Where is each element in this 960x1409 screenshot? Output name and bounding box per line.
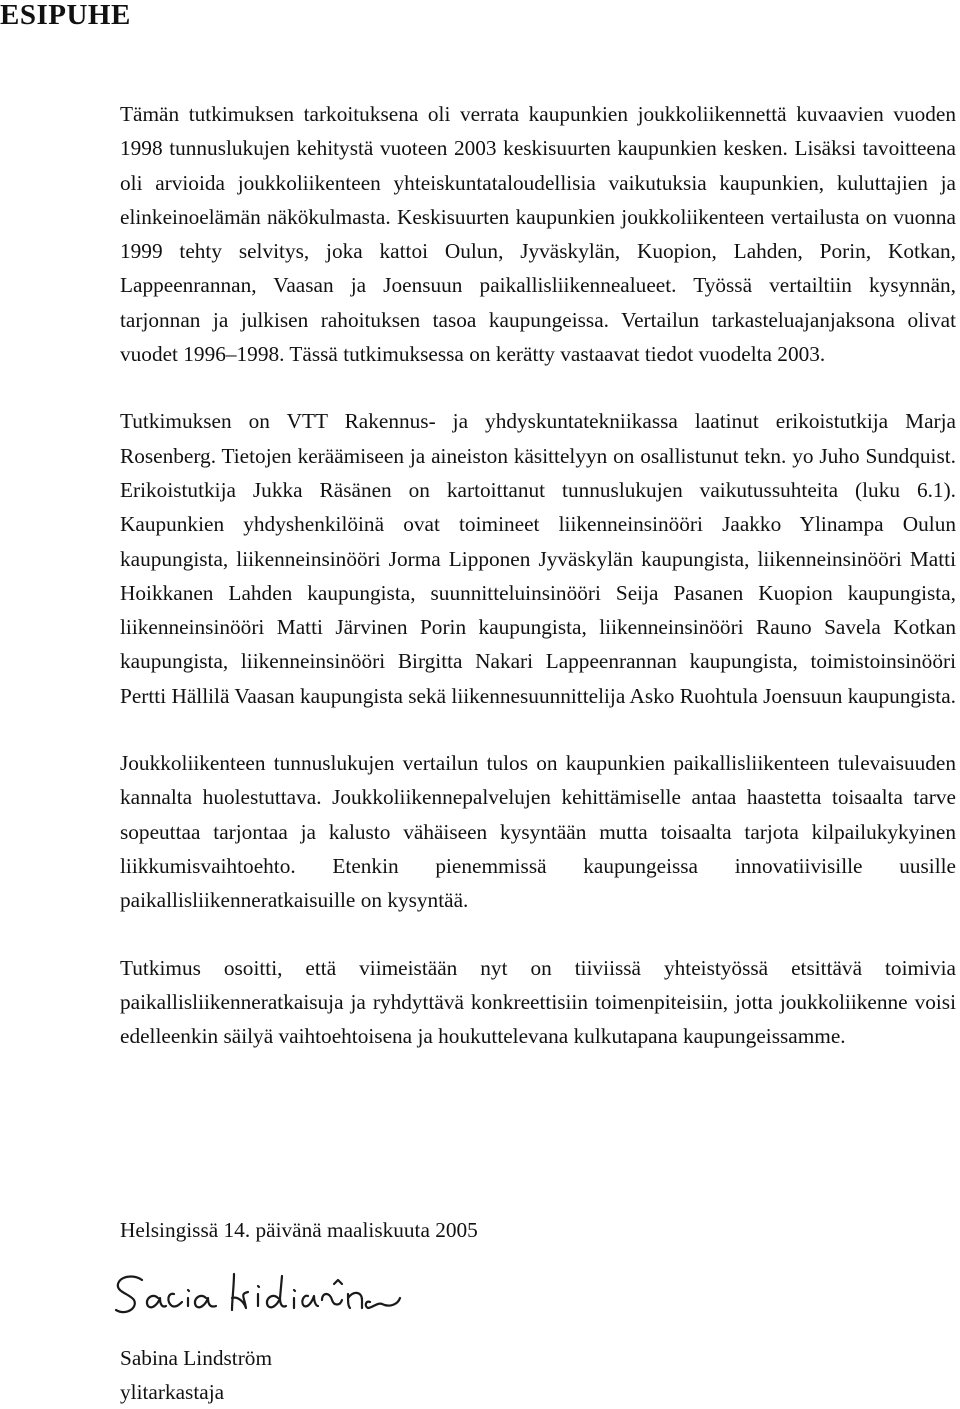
- paragraph-contributors: Tutkimuksen on VTT Rakennus- ja yhdyskuntatekniikassa laatinut erikoistutkija Marja Rosenberg. Tietojen keräämiseen ja aineiston käsittelyyn on osallistunut tekn. yo Juho Sundquist. Erikoistutkija Jukka Räsänen on kartoittanut tunnuslukujen vaikutussuhteita (luku 6.1). Kaupunkien yhdyshenkilöinä ovat toimineet liikenneinsinööri Jaakko Ylinampa Oulun kaupungista, liikenneinsinööri Jorma Lipponen Jyväskylän kaupungista, liikenneinsinööri Matti Hoikkanen Lahden kaupungista, suunnitteluinsinööri Seija Pasanen Kuopion kaupungista, liikenneinsinööri Matti Järvinen Porin kaupungista, liikenneinsinööri Rauno Savela Kotkan kaupungista, liikenneinsinööri Birgitta Nakari Lappeenrannan kaupungista, toimistoinsinööri Pertti Hällilä Vaasan kaupungista sekä liikennesuunnittelija Asko Ruohtula Joensuun kaupungista.: [120, 409, 956, 708]
- preface-body: [120, 97, 956, 1086]
- handwritten-signature: [108, 1258, 408, 1324]
- paragraph-results: Joukkoliikenteen tunnuslukujen vertailun tulos on kaupunkien paikallisliikenteen tulevaisuuden kannalta huolestuttava. Joukkoliikennepalvelujen kehittämiselle antaa haastetta toisaalta tarve sopeuttaa tarjontaa ja kalusto vähäiseen kysyntään mutta toisaalta tarjota kilpailukykyinen liikkumisvaihtoehto. Etenkin pienemmissä kaupungeissa innovatiivisille uusille paikallisliikenneratkaisuille on kysyntää.: [120, 751, 956, 913]
- paragraph-conclusion: Tutkimus osoitti, että viimeistään nyt on tiiviissä yhteistyössä etsittävä toimivia paikallisliikenneratkaisuja ja ryhdyttävä konkreettisiin toimenpiteisiin, jotta joukkoliikenne voisi edelleenkin säilyä vaihtoehtoisena ja houkuttelevana kulkutapana kaupungeissamme.: [120, 955, 956, 1049]
- signer-name: Sabina Lindström: [120, 1346, 273, 1370]
- paragraph-purpose: Tämän tutkimuksen tarkoituksena oli verrata kaupunkien joukkoliikennettä kuvaavien vuoden 1998 tunnuslukujen kehitystä vuoteen 2003 keskisuurten kaupunkien kesken. Lisäksi tavoitteena oli arvioida joukkoliikenteen yhteiskuntataloudellisia vaikutuksia kaupunkien, kuluttajien ja elinkeinoelämän näkökulmasta. Keskisuurten kaupunkien joukkoliikenteen vertailusta on vuonna 1999 tehty selvitys, joka kattoi Oulun, Jyväskylän, Kuopion, Lahden, Porin, Kotkan, Lappeenrannan, Vaasan ja Joensuun paikallisliikennealueet. Työssä vertailtiin kysynnän, tarjonnan ja julkisen rahoituksen tasoa kaupungeissa. Vertailun tarkasteluajanjaksona olivat vuodet 1996–1998. Tässä tutkimuksessa on kerätty vastaavat tiedot vuodelta 2003.: [120, 102, 956, 367]
- signer-title: ylitarkastaja: [120, 1380, 225, 1404]
- place-date: Helsingissä 14. päivänä maaliskuuta 2005: [120, 1218, 478, 1242]
- signer-block: [120, 1341, 272, 1409]
- page-title: ESIPUHE: [0, 0, 131, 31]
